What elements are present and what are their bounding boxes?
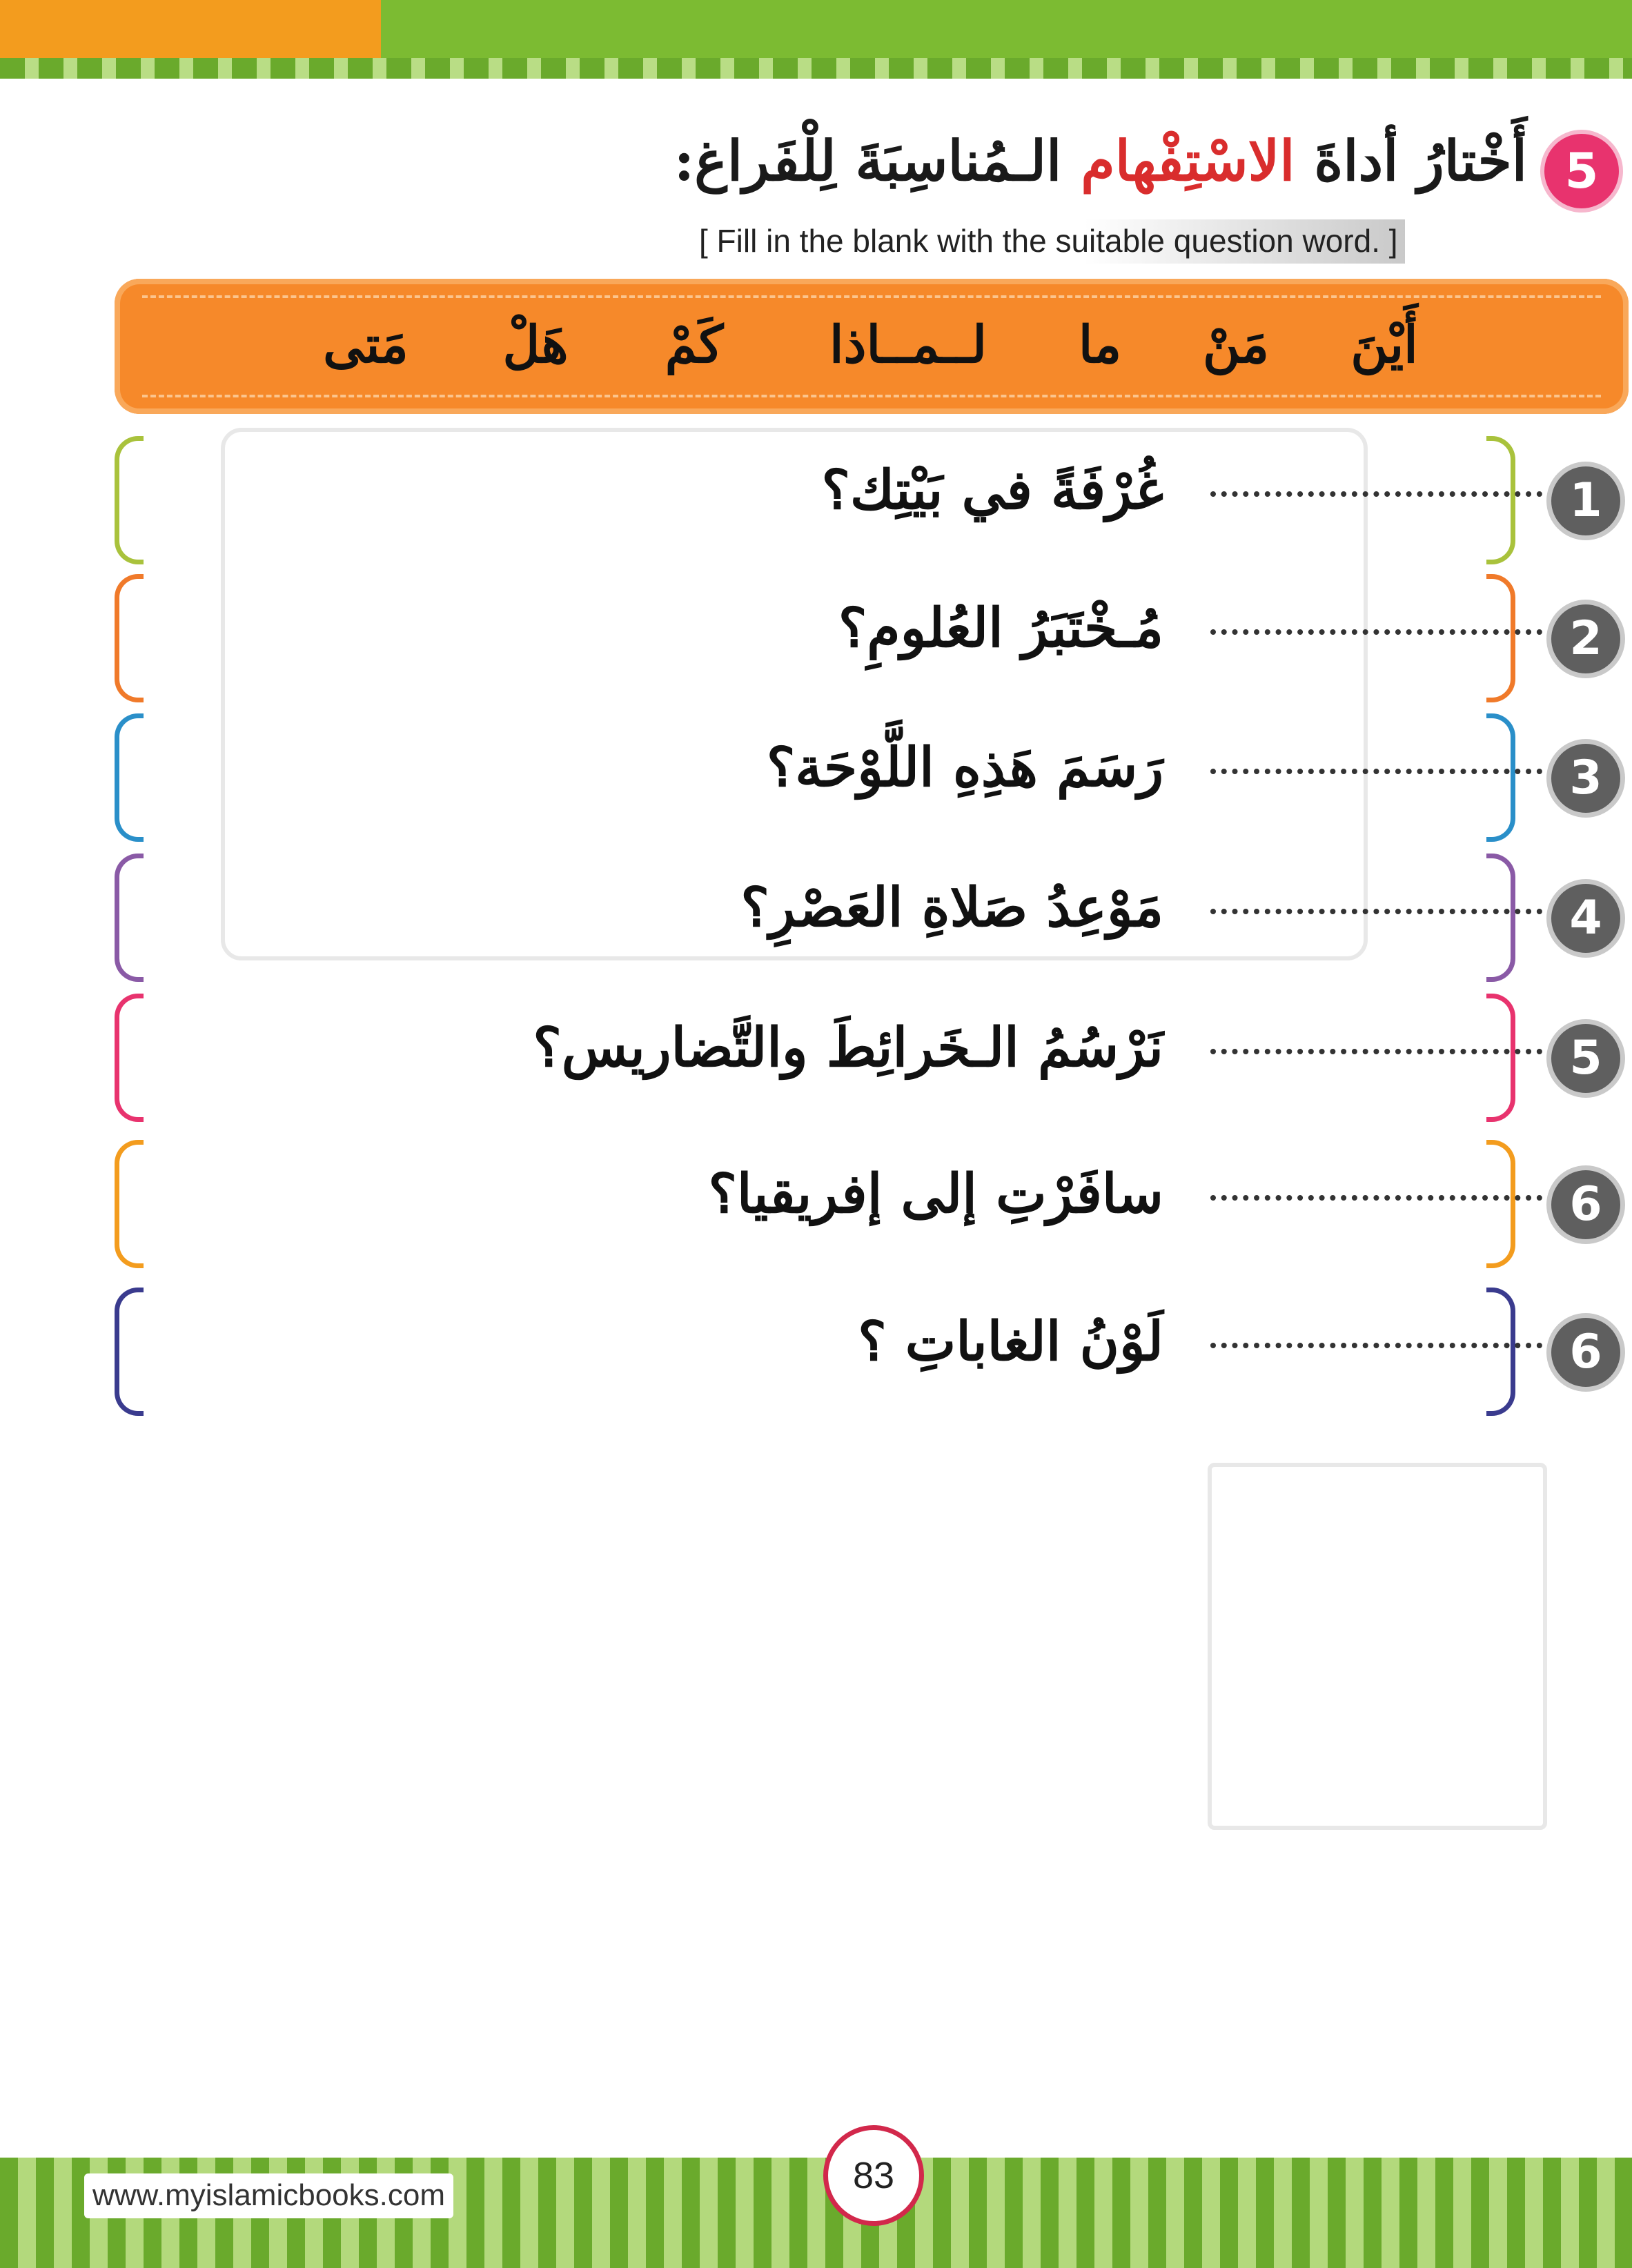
word-bank-word: مَتى <box>323 315 409 375</box>
answer-blank[interactable] <box>1210 1195 1597 1201</box>
answer-blank[interactable] <box>1210 1049 1597 1054</box>
word-bank-word: لــمــاذا <box>829 315 987 375</box>
word-bank <box>115 279 1629 414</box>
question-number-badge: 3 <box>1551 744 1620 813</box>
question-number-badge: 4 <box>1551 884 1620 953</box>
word-bank-word: ما <box>1078 315 1122 375</box>
website-url: www.myislamicbooks.com <box>84 2173 453 2218</box>
row-bracket-right <box>1486 1288 1515 1416</box>
question-number-badge: 1 <box>1551 466 1620 535</box>
row-bracket-right <box>1486 994 1515 1122</box>
word-bank-word: هَلْ <box>502 315 569 375</box>
answer-blank[interactable] <box>1210 491 1597 497</box>
question-row <box>115 574 1515 705</box>
question-row <box>115 854 1515 985</box>
word-bank-word: أَيْنَ <box>1350 315 1418 375</box>
answer-blank[interactable] <box>1210 629 1597 635</box>
top-banner-accent <box>0 0 381 58</box>
exercise-title <box>674 128 1527 194</box>
title-part1: أَخْتارُ أداةَ <box>1295 128 1527 193</box>
row-bracket-left <box>115 713 144 842</box>
question-row <box>115 1140 1515 1271</box>
question-text: سافَرْتِ إلى إفريقيا؟ <box>708 1163 1163 1225</box>
title-highlight: الاسْتِفْهام <box>1081 128 1295 193</box>
question-number-badge: 2 <box>1551 604 1620 673</box>
question-text: نَرْسُمُ الـخَرائِطَ والتَّضاريس؟ <box>533 1016 1163 1079</box>
word-bank-word: كَمْ <box>665 315 724 375</box>
row-bracket-right <box>1486 854 1515 982</box>
top-dashed-border <box>0 58 1632 79</box>
row-bracket-right <box>1486 1140 1515 1268</box>
question-number-badge: 5 <box>1551 1024 1620 1093</box>
answer-blank[interactable] <box>1210 769 1597 774</box>
question-text: مَوْعِدُ صَلاةِ العَصْرِ؟ <box>740 876 1163 939</box>
question-text: مُـخْتَبَرُ العُلومِ؟ <box>838 597 1163 660</box>
title-part2: الـمُناسِبَةَ لِلْفَراغ: <box>674 128 1081 193</box>
row-bracket-left <box>115 1288 144 1416</box>
question-number-badge: 6 <box>1551 1318 1620 1387</box>
row-bracket-left <box>115 994 144 1122</box>
exercise-instruction: [ Fill in the blank with the suitable question word. ] <box>692 219 1405 264</box>
question-row <box>115 713 1515 845</box>
word-bank-word: مَنْ <box>1203 315 1269 375</box>
word-bank-dashed-line <box>142 295 1601 298</box>
question-row <box>115 1288 1515 1419</box>
question-text: غُرْفَةً في بَيْتِك؟ <box>821 459 1163 522</box>
answer-blank[interactable] <box>1210 909 1597 914</box>
question-row <box>115 436 1515 567</box>
question-text: رَسَمَ هَذِهِ اللَّوْحَة؟ <box>766 736 1163 799</box>
row-bracket-left <box>115 854 144 982</box>
show-through-shape <box>1208 1463 1547 1830</box>
question-text: لَوْنُ الغاباتِ ؟ <box>858 1310 1163 1373</box>
question-number-badge: 6 <box>1551 1170 1620 1239</box>
answer-blank[interactable] <box>1210 1343 1597 1348</box>
exercise-number-badge: 5 <box>1544 134 1619 208</box>
question-row <box>115 994 1515 1125</box>
row-bracket-left <box>115 1140 144 1268</box>
word-bank-dashed-line <box>142 395 1601 397</box>
row-bracket-left <box>115 436 144 564</box>
page-number: 83 <box>823 2125 924 2226</box>
row-bracket-right <box>1486 436 1515 564</box>
row-bracket-right <box>1486 574 1515 702</box>
row-bracket-left <box>115 574 144 702</box>
row-bracket-right <box>1486 713 1515 842</box>
